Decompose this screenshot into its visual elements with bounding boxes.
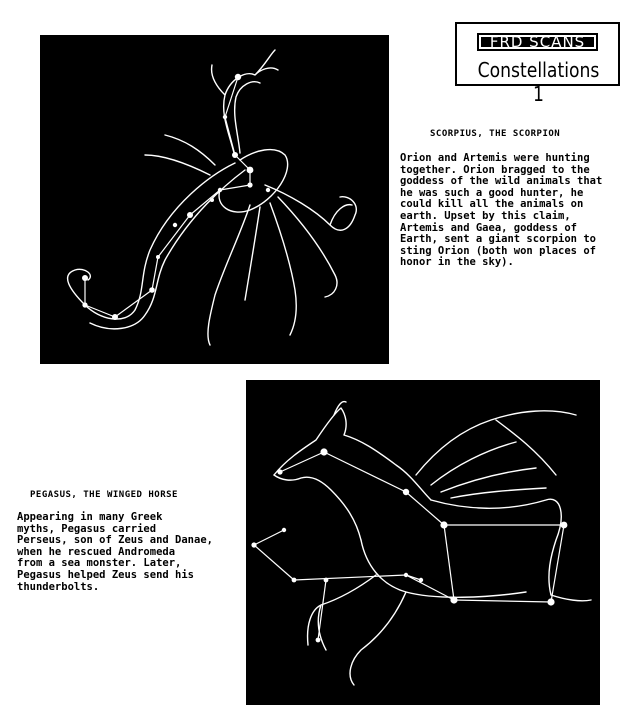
pegasus-jaw-outline [274,475,361,540]
brand-label: FRD SCANS [477,33,598,51]
scorpius-leg-2 [245,207,260,300]
scorpius-head-outline [219,150,288,212]
scorpius-leg-1 [208,205,250,345]
scorpius-tail-inner [90,170,245,329]
page-title: Constellations 1 [477,58,600,106]
scorpius-illustration [40,35,389,364]
scorpius-leg-5 [145,135,215,175]
scorpius-stars [82,74,270,320]
pegasus-head-outline [274,408,431,500]
scorpius-description: Orion and Artemis were hunting together. Orion bragged to the goddess of the wild animals that he was such a good hunter, he could kill all the animals on earth. Upset by this claim, Artemis and Gaea, goddess of Earth, sent a giant scorpion to sting Orion (both won places of honor in the sky). [400,152,603,269]
scorpius-tail-outline [68,163,235,319]
pegasus-illustration [246,380,600,705]
scorpius-constellation-lines [85,77,250,317]
pegasus-hind-outline [551,595,591,601]
pegasus-description: Appearing in many Greek myths, Pegasus carried Perseus, son of Zeus and Danae, when he rescued Andromeda from a sea monster. Later, Pegasus helped Zeus send his thunderbolts. [17,511,213,593]
scorpius-leg-3 [270,203,296,335]
scorpius-claw-upper [212,50,278,157]
pegasus-stars [251,448,567,642]
scorpius-drawing [40,35,389,364]
pegasus-front-leg-2 [350,592,406,685]
scorpius-claw-upper-inner [235,82,260,153]
scorpius-leg-4 [278,197,337,297]
pegasus-drawing [246,380,600,705]
pegasus-constellation-lines [254,452,564,640]
scorpius-claw-right [265,185,356,230]
scorpius-heading: SCORPIUS, THE SCORPION [430,129,561,139]
pegasus-back-outline [431,499,561,595]
pegasus-belly-outline [361,540,526,597]
title-badge [455,22,620,106]
pegasus-wing [416,411,576,498]
pegasus-heading: PEGASUS, THE WINGED HORSE [30,490,178,500]
